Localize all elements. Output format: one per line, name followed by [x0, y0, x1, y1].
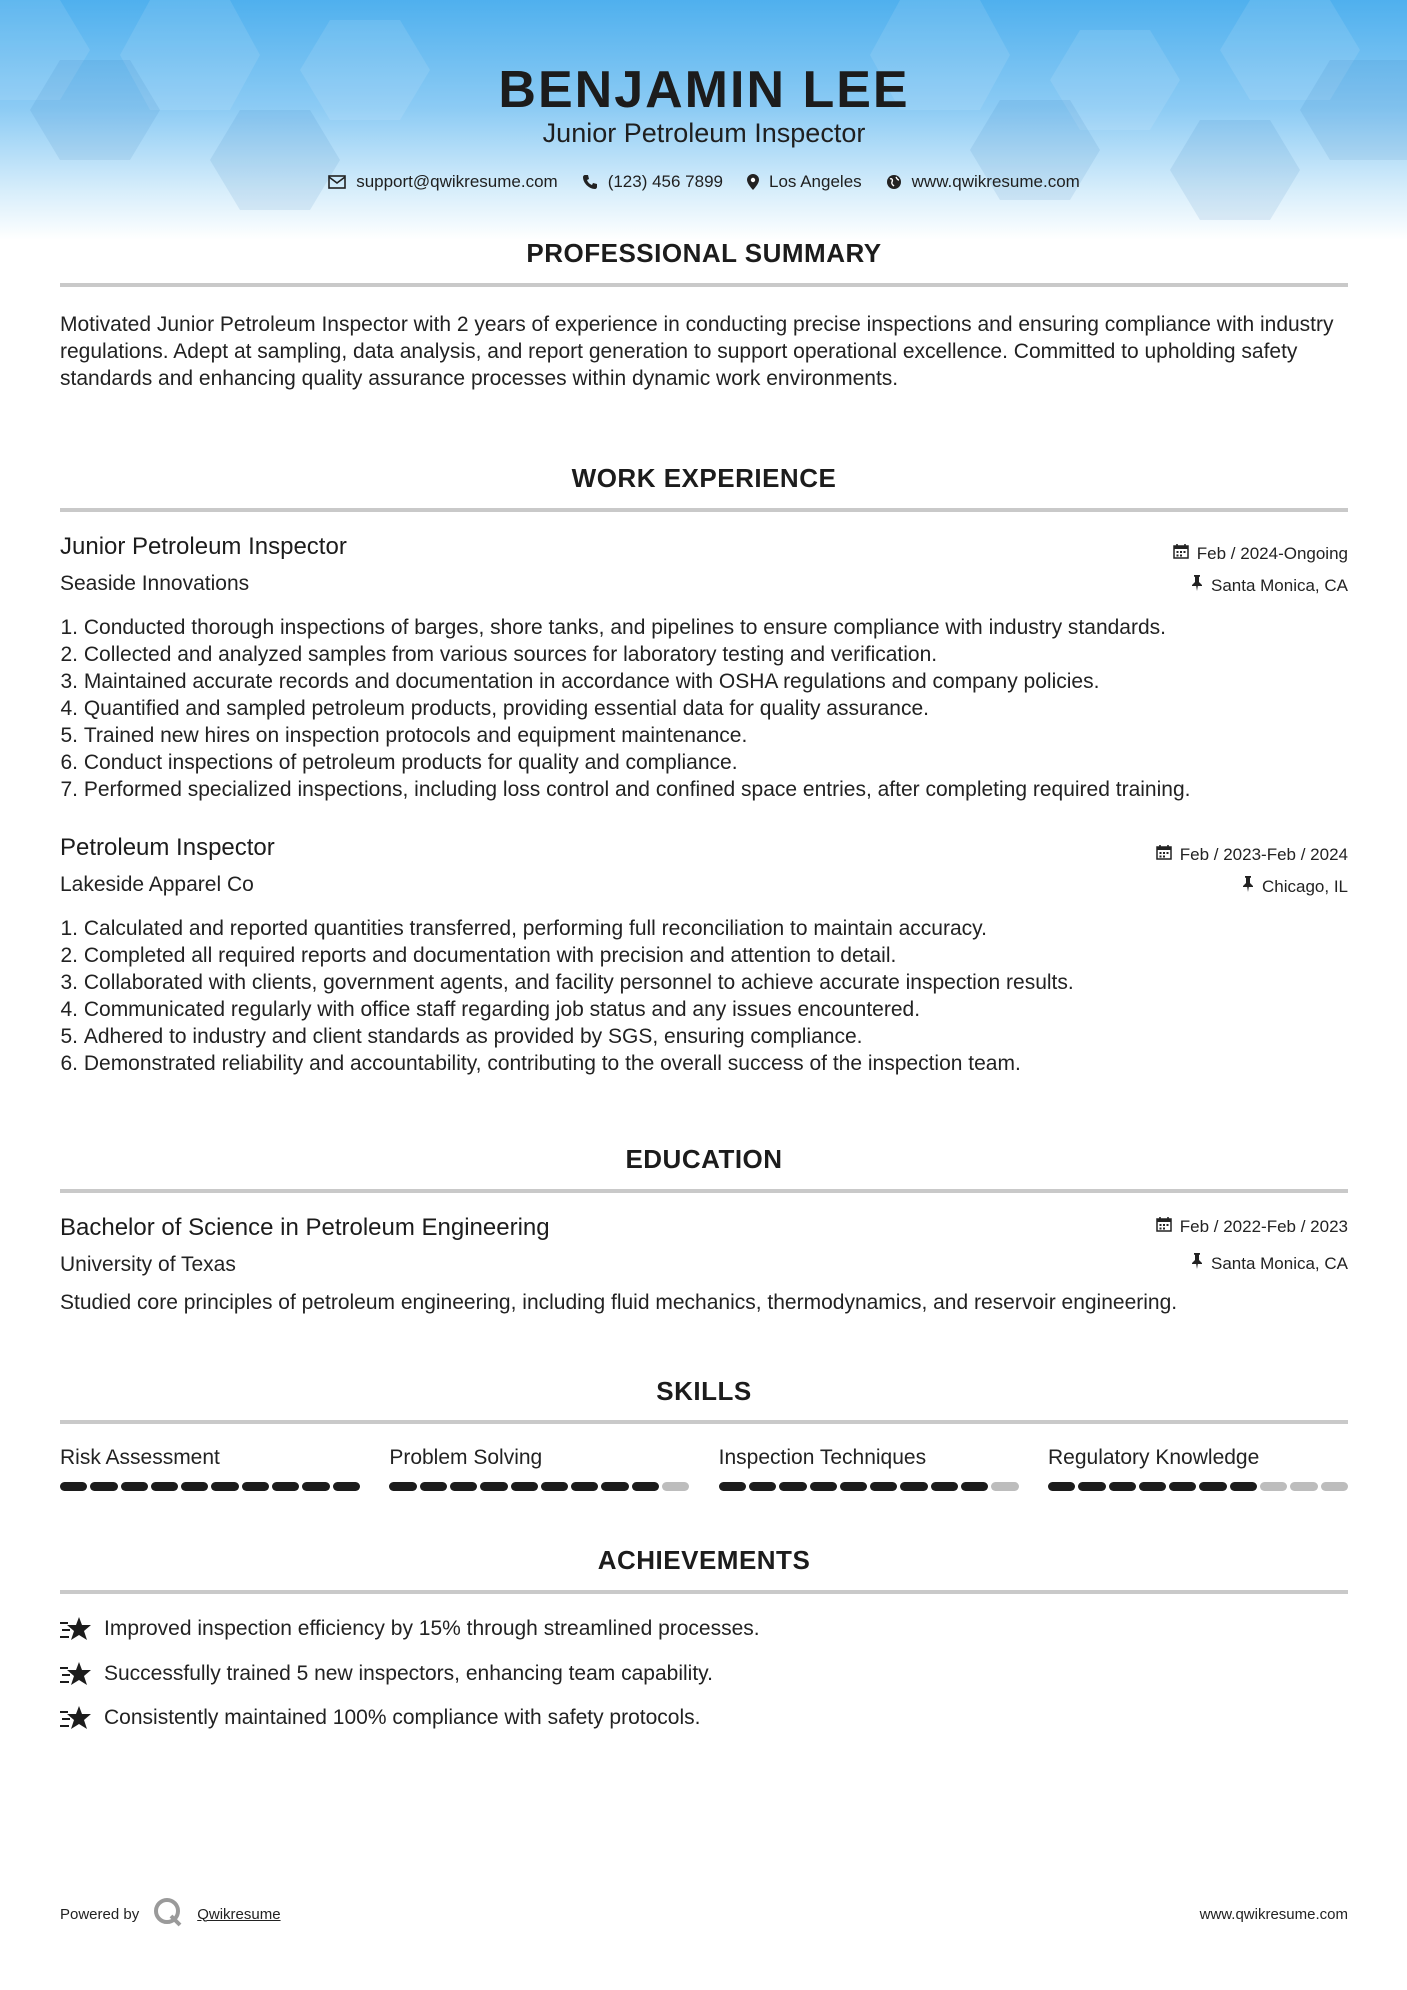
contact-website[interactable] [886, 172, 1080, 192]
achievement-text: Consistently maintained 100% compliance with safety protocols. [104, 1706, 701, 1729]
skill-segment-filled [931, 1482, 958, 1491]
skill-segment-filled [272, 1482, 299, 1491]
skill-label: Risk Assessment [60, 1446, 220, 1469]
bullet-text: Performed specialized inspections, including loss control and confined space entries, after completing required training. [83, 778, 1191, 801]
skill-segment-filled [779, 1482, 806, 1491]
pushpin-icon [1242, 876, 1254, 897]
bullet-text: Adhered to industry and client standards as provided by SGS, ensuring compliance. [83, 1025, 863, 1048]
shooting-star-icon [60, 1659, 92, 1689]
list-item: 7. Performed specialized inspections, including loss control and confined space entries, after completing required training. [60, 778, 1191, 801]
contact-phone-text: (123) 456 7899 [607, 172, 724, 191]
skill-label: Inspection Techniques [718, 1446, 927, 1469]
skills-grid [60, 1446, 1348, 1491]
skill-segment-filled [632, 1482, 659, 1491]
bullet-text: Quantified and sampled petroleum products, providing essential data for quality assurance. [83, 697, 930, 720]
candidate-name: BENJAMIN LEE [498, 61, 910, 119]
skill-segment-filled [840, 1482, 867, 1491]
education-location-text: Santa Monica, CA [1210, 1253, 1348, 1273]
bullet-text: Demonstrated reliability and accountability, contributing to the overall success of the inspection team. [83, 1052, 1021, 1075]
education-dates [1156, 1216, 1348, 1237]
skill-segment-filled [211, 1482, 238, 1491]
achievement-item [60, 1614, 760, 1644]
skill-item [60, 1446, 360, 1491]
achievement-item [60, 1703, 700, 1733]
contact-location-text: Los Angeles [769, 172, 862, 191]
job-responsibilities [60, 614, 1348, 803]
list-item: 5. Adhered to industry and client standards as provided by SGS, ensuring compliance. [60, 1025, 863, 1048]
list-item: 2. Collected and analyzed samples from various sources for laboratory testing and verification. [60, 643, 938, 666]
phone-icon [582, 174, 598, 190]
job-dates [1156, 844, 1348, 865]
skill-rating-bar [719, 1482, 1019, 1491]
skill-segment-filled [450, 1482, 477, 1491]
skill-segment-filled [420, 1482, 447, 1491]
job-location [1191, 575, 1348, 596]
skill-segment-filled [1139, 1482, 1166, 1491]
skill-segment-empty [1290, 1482, 1317, 1491]
job-dates-text: Feb / 2024-Ongoing [1196, 543, 1348, 563]
skills-divider [60, 1420, 1348, 1424]
job-company: Lakeside Apparel Co [60, 873, 254, 896]
qwikresume-link[interactable]: Qwikresume [197, 1905, 281, 1923]
education-heading: EDUCATION [625, 1144, 783, 1174]
skill-segment-filled [571, 1482, 598, 1491]
skill-segment-empty [991, 1482, 1018, 1491]
job-dates-text: Feb / 2023-Feb / 2024 [1179, 844, 1348, 864]
skill-segment-filled [749, 1482, 776, 1491]
skill-segment-empty [662, 1482, 689, 1491]
contact-location [747, 172, 862, 192]
achievement-text: Improved inspection efficiency by 15% through streamlined processes. [104, 1617, 760, 1640]
calendar-icon [1156, 844, 1172, 865]
bullet-text: Trained new hires on inspection protocols and equipment maintenance. [83, 724, 748, 747]
skill-segment-filled [601, 1482, 628, 1491]
bullet-text: Collected and analyzed samples from various sources for laboratory testing and verification. [83, 643, 938, 666]
contact-email[interactable] [328, 172, 558, 192]
envelope-icon [328, 175, 346, 189]
bullet-text: Collaborated with clients, government agents, and facility personnel to achieve accurate inspection results. [83, 971, 1074, 994]
achievement-item [60, 1659, 713, 1689]
skill-segment-empty [1321, 1482, 1348, 1491]
skill-segment-empty [1260, 1482, 1287, 1491]
job-dates [1173, 543, 1348, 564]
contact-bar [60, 172, 1348, 192]
summary-text: Motivated Junior Petroleum Inspector with 2 years of experience in conducting precise inspections and ensuring compliance with industry regulations. Adept at sampling, data analysis, and report generation to support operational excellence. Committed to upholding safety standards and enhancing quality assurance processes within dynamic work environments. [60, 313, 1334, 390]
map-marker-icon [747, 174, 759, 190]
job-location-text: Santa Monica, CA [1210, 575, 1348, 595]
achievements-heading: ACHIEVEMENTS [597, 1545, 811, 1575]
skill-segment-filled [719, 1482, 746, 1491]
shooting-star-icon [60, 1703, 92, 1733]
skill-segment-filled [242, 1482, 269, 1491]
job-location [1242, 876, 1348, 897]
skill-segment-filled [60, 1482, 87, 1491]
job-responsibilities [60, 915, 1348, 1077]
skill-segment-filled [181, 1482, 208, 1491]
skill-segment-filled [302, 1482, 329, 1491]
skill-rating-bar [1048, 1482, 1348, 1491]
skill-segment-filled [151, 1482, 178, 1491]
skill-segment-filled [1078, 1482, 1105, 1491]
achievements-divider [60, 1590, 1348, 1594]
skill-segment-filled [121, 1482, 148, 1491]
list-item: 3. Collaborated with clients, government agents, and facility personnel to achieve accurate inspection results. [60, 971, 1074, 994]
globe-icon [886, 174, 902, 190]
experience-divider [60, 508, 1348, 512]
skill-segment-filled [511, 1482, 538, 1491]
school-name: University of Texas [60, 1253, 236, 1276]
list-item: 3. Maintained accurate records and documentation in accordance with OSHA regulations and company policies. [60, 670, 1100, 693]
education-dates-text: Feb / 2022-Feb / 2023 [1179, 1216, 1348, 1236]
skill-segment-filled [389, 1482, 416, 1491]
skill-segment-filled [1048, 1482, 1075, 1491]
list-item: 5. Trained new hires on inspection protocols and equipment maintenance. [60, 724, 748, 747]
bullet-text: Conducted thorough inspections of barges, shore tanks, and pipelines to ensure compliance with industry standards. [83, 616, 1166, 639]
skill-segment-filled [961, 1482, 988, 1491]
skill-segment-filled [541, 1482, 568, 1491]
skill-segment-filled [810, 1482, 837, 1491]
skill-segment-filled [1230, 1482, 1257, 1491]
job-title: Petroleum Inspector [60, 834, 275, 861]
pushpin-icon [1191, 1253, 1203, 1274]
footer-powered-by [60, 1897, 281, 1931]
pushpin-icon [1191, 575, 1203, 596]
summary-heading: PROFESSIONAL SUMMARY [526, 238, 882, 268]
skill-rating-bar [60, 1482, 360, 1491]
list-item: 6. Demonstrated reliability and accountability, contributing to the overall success of the inspection team. [60, 1052, 1021, 1075]
list-item: 6. Conduct inspections of petroleum products for quality and compliance. [60, 751, 738, 774]
bullet-text: Completed all required reports and documentation with precision and attention to detail. [83, 944, 897, 967]
list-item: 4. Communicated regularly with office staff regarding job status and any issues encountered. [60, 998, 921, 1021]
education-description: Studied core principles of petroleum engineering, including fluid mechanics, thermodynamics, and reservoir engineering. [60, 1291, 1178, 1314]
skill-item [1048, 1446, 1348, 1491]
contact-website-text: www.qwikresume.com [911, 172, 1080, 191]
skills-heading: SKILLS [656, 1376, 752, 1406]
bullet-text: Calculated and reported quantities transferred, performing full reconciliation to maintain accuracy. [83, 917, 987, 940]
contact-phone[interactable] [582, 172, 723, 192]
job-title: Junior Petroleum Inspector [60, 533, 347, 560]
summary-divider [60, 283, 1348, 287]
skill-segment-filled [333, 1482, 360, 1491]
list-item: 1. Conducted thorough inspections of barges, shore tanks, and pipelines to ensure compliance with industry standards. [60, 616, 1166, 639]
skill-label: Problem Solving [389, 1446, 543, 1469]
skill-segment-filled [870, 1482, 897, 1491]
contact-email-text: support@qwikresume.com [356, 172, 558, 191]
skill-item [719, 1446, 1019, 1491]
calendar-icon [1156, 1216, 1172, 1237]
achievement-text: Successfully trained 5 new inspectors, enhancing team capability. [104, 1662, 713, 1685]
bullet-text: Maintained accurate records and documentation in accordance with OSHA regulations and company policies. [83, 670, 1100, 693]
bullet-text: Communicated regularly with office staff regarding job status and any issues encountered. [83, 998, 921, 1021]
bullet-text: Conduct inspections of petroleum products for quality and compliance. [83, 751, 738, 774]
degree-title: Bachelor of Science in Petroleum Engineering [60, 1214, 550, 1241]
experience-heading: WORK EXPERIENCE [571, 463, 837, 493]
list-item: 4. Quantified and sampled petroleum products, providing essential data for quality assurance. [60, 697, 930, 720]
skill-item [389, 1446, 689, 1491]
footer-website[interactable]: www.qwikresume.com [1199, 1906, 1348, 1923]
education-divider [60, 1189, 1348, 1193]
skill-segment-filled [480, 1482, 507, 1491]
list-item: 1. Calculated and reported quantities transferred, performing full reconciliation to maintain accuracy. [60, 917, 987, 940]
skill-segment-filled [1169, 1482, 1196, 1491]
calendar-icon [1173, 543, 1189, 564]
skill-label: Regulatory Knowledge [1047, 1446, 1260, 1469]
candidate-role: Junior Petroleum Inspector [542, 118, 866, 148]
skill-rating-bar [389, 1482, 689, 1491]
skill-segment-filled [900, 1482, 927, 1491]
shooting-star-icon [60, 1614, 92, 1644]
qwikresume-logo-icon [153, 1897, 183, 1931]
skill-segment-filled [1199, 1482, 1226, 1491]
powered-by-label: Powered by [60, 1905, 140, 1923]
job-company: Seaside Innovations [60, 572, 250, 595]
skill-segment-filled [90, 1482, 117, 1491]
job-location-text: Chicago, IL [1262, 876, 1348, 896]
education-location [1191, 1253, 1348, 1274]
skill-segment-filled [1109, 1482, 1136, 1491]
list-item: 2. Completed all required reports and documentation with precision and attention to detail. [60, 944, 897, 967]
